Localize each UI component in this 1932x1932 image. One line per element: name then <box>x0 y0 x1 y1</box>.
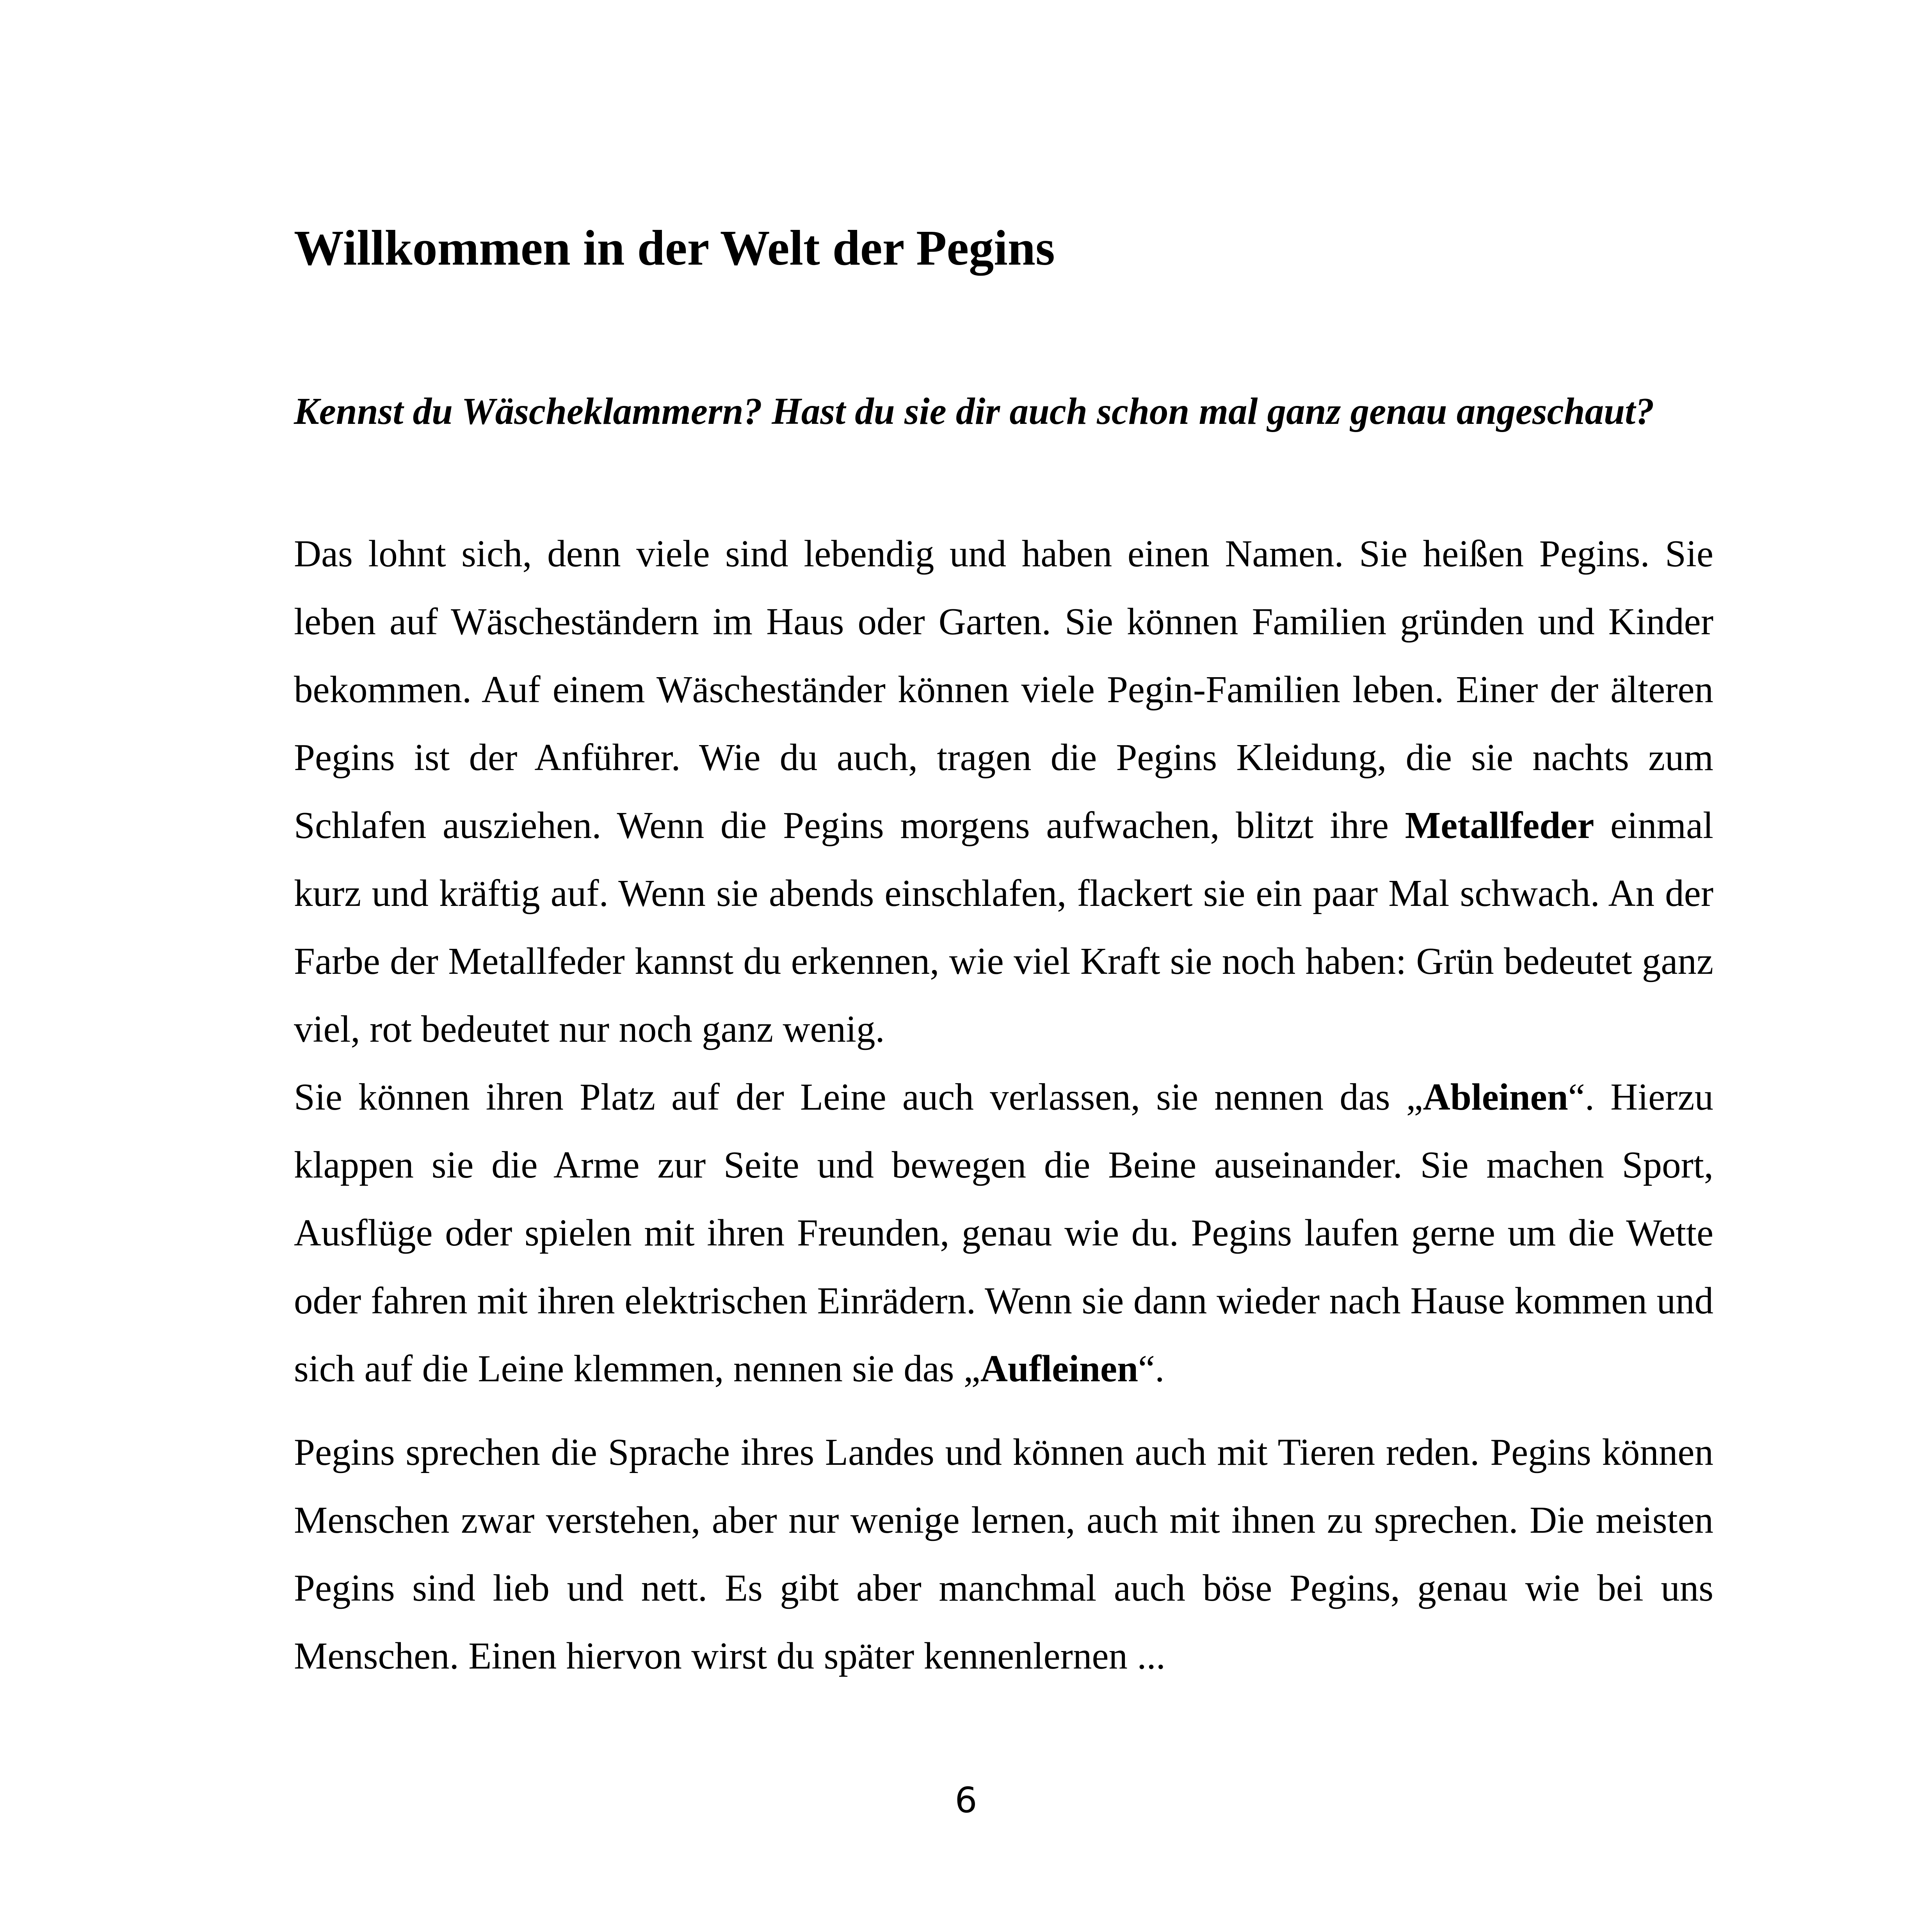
paragraph-pegins-intro <box>294 520 1713 1063</box>
bold-term-metallfeder: Metallfeder <box>1405 804 1594 847</box>
intro-question: Kennst du Wäscheklammern? Hast du sie dir auch schon mal ganz genau angeschaut? <box>294 390 1654 432</box>
bold-term-ableinen: Ableinen <box>1423 1076 1568 1118</box>
paragraph-text: “. Hierzu klappen sie die Arme zur Seite und bewegen die Beine auseinander. Sie machen Sport, Ausflüge oder spielen mit ihren Freunden, genau wie du. Pegins laufen gerne um die Wette oder fahren mit ihren elektrischen Einrädern. Wenn sie dann wieder nach Hause kommen und sich auf die Leine klemmen, nennen sie das „ <box>294 1076 1713 1390</box>
page-number: 6 <box>955 1780 977 1821</box>
bold-term-aufleinen: Aufleinen <box>980 1348 1139 1390</box>
paragraph-sprache: Pegins sprechen die Sprache ihres Landes und können auch mit Tieren reden. Pegins können Menschen zwar verstehen, aber nur wenige lernen, auch mit ihnen zu sprechen. Die meisten Pegins sind lieb und nett. Es gibt aber manchmal auch böse Pegins, genau wie bei uns Menschen. Einen hiervon wirst du später kennenlernen ... <box>294 1431 1713 1677</box>
paragraph-text: Das lohnt sich, denn viele sind lebendig und haben einen Namen. Sie heißen Pegins. Sie leben auf Wäscheständern im Haus oder Garten. Sie können Familien gründen und Kinder bekommen. Auf einem Wäscheständer können viele Pegin-Familien leben. Einer der älteren Pegins ist der Anführer. Wie du auch, tragen die Pegins Kleidung, die sie nachts zum Schlafen ausziehen. Wenn die Pegins morgens aufwachen, blitzt ihre <box>294 533 1713 847</box>
page-content <box>294 221 1713 1690</box>
paragraph-text: einmal kurz und kräftig auf. Wenn sie abends einschlafen, flackert sie ein paar Mal schwach. An der Farbe der Metallfeder kannst du erkennen, wie viel Kraft sie noch haben: Grün bedeutet ganz viel, rot bedeutet nur noch ganz wenig. <box>294 804 1713 1050</box>
page-title: Willkommen in der Welt der Pegins <box>294 220 1055 276</box>
paragraph-text: “. <box>1138 1348 1165 1390</box>
paragraph-text: Sie können ihren Platz auf der Leine auch verlassen, sie nennen das „ <box>294 1076 1423 1118</box>
paragraph-ableinen <box>294 1063 1713 1403</box>
